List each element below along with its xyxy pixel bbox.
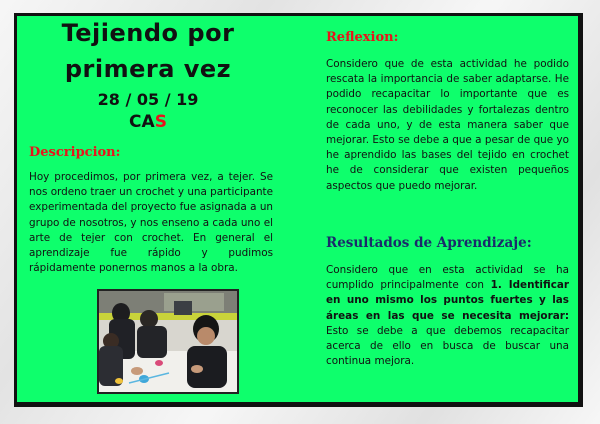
resultados-intro: Considero que en esta actividad se ha cumplido principalmente con xyxy=(326,264,569,292)
resultados-text xyxy=(326,263,569,369)
title-line-1: Tejiendo por xyxy=(61,19,235,47)
title-line-2: primera vez xyxy=(64,55,232,83)
resultados-heading: Resultados de Aprendizaje: xyxy=(326,235,532,251)
cas-prefix: CA xyxy=(129,112,155,132)
cas-suffix: S xyxy=(154,112,167,132)
reflexion-heading: Reflexion: xyxy=(326,30,399,45)
reflexion-text: Considero que de esta actividad he podido rescata la importancia de saber adaptarse. He podido recapacitar lo importante que es reconocer las debilidades y fortalezas dentro de cada uno, y de esta manera saber que mejorar. Esto se debe a que a pesar de que yo he aprendido las bases del tejido en crochet he de considerar que existen pequeños aspectos que puedo mejorar. xyxy=(326,58,569,192)
cas-label xyxy=(30,112,266,132)
activity-photo xyxy=(97,289,239,394)
descripcion-text: Hoy procedimos, por primera vez, a tejer. Se nos ordeno traer un crochet y una participante experimentada del proyecto fue asignada a un grupo de nosotros, y nos enseno a cada uno el arte de tejer con crochet. En general el aprendizaje fue rápido y pudimos rápidamente ponernos manos a la obra. xyxy=(29,171,273,275)
poster-date: 28 / 05 / 19 xyxy=(97,90,199,109)
activity-photo-image xyxy=(99,291,237,392)
descripcion-heading: Descripcion: xyxy=(29,145,121,160)
resultados-bold: 1. Identificar en uno mismo los puntos fuertes y las áreas en las que se necesita mejorar: xyxy=(326,279,569,322)
resultados-rest: Esto se debe a que debemos recapacitar acerca de ello en busca de buscar una continua mejora. xyxy=(326,324,569,368)
